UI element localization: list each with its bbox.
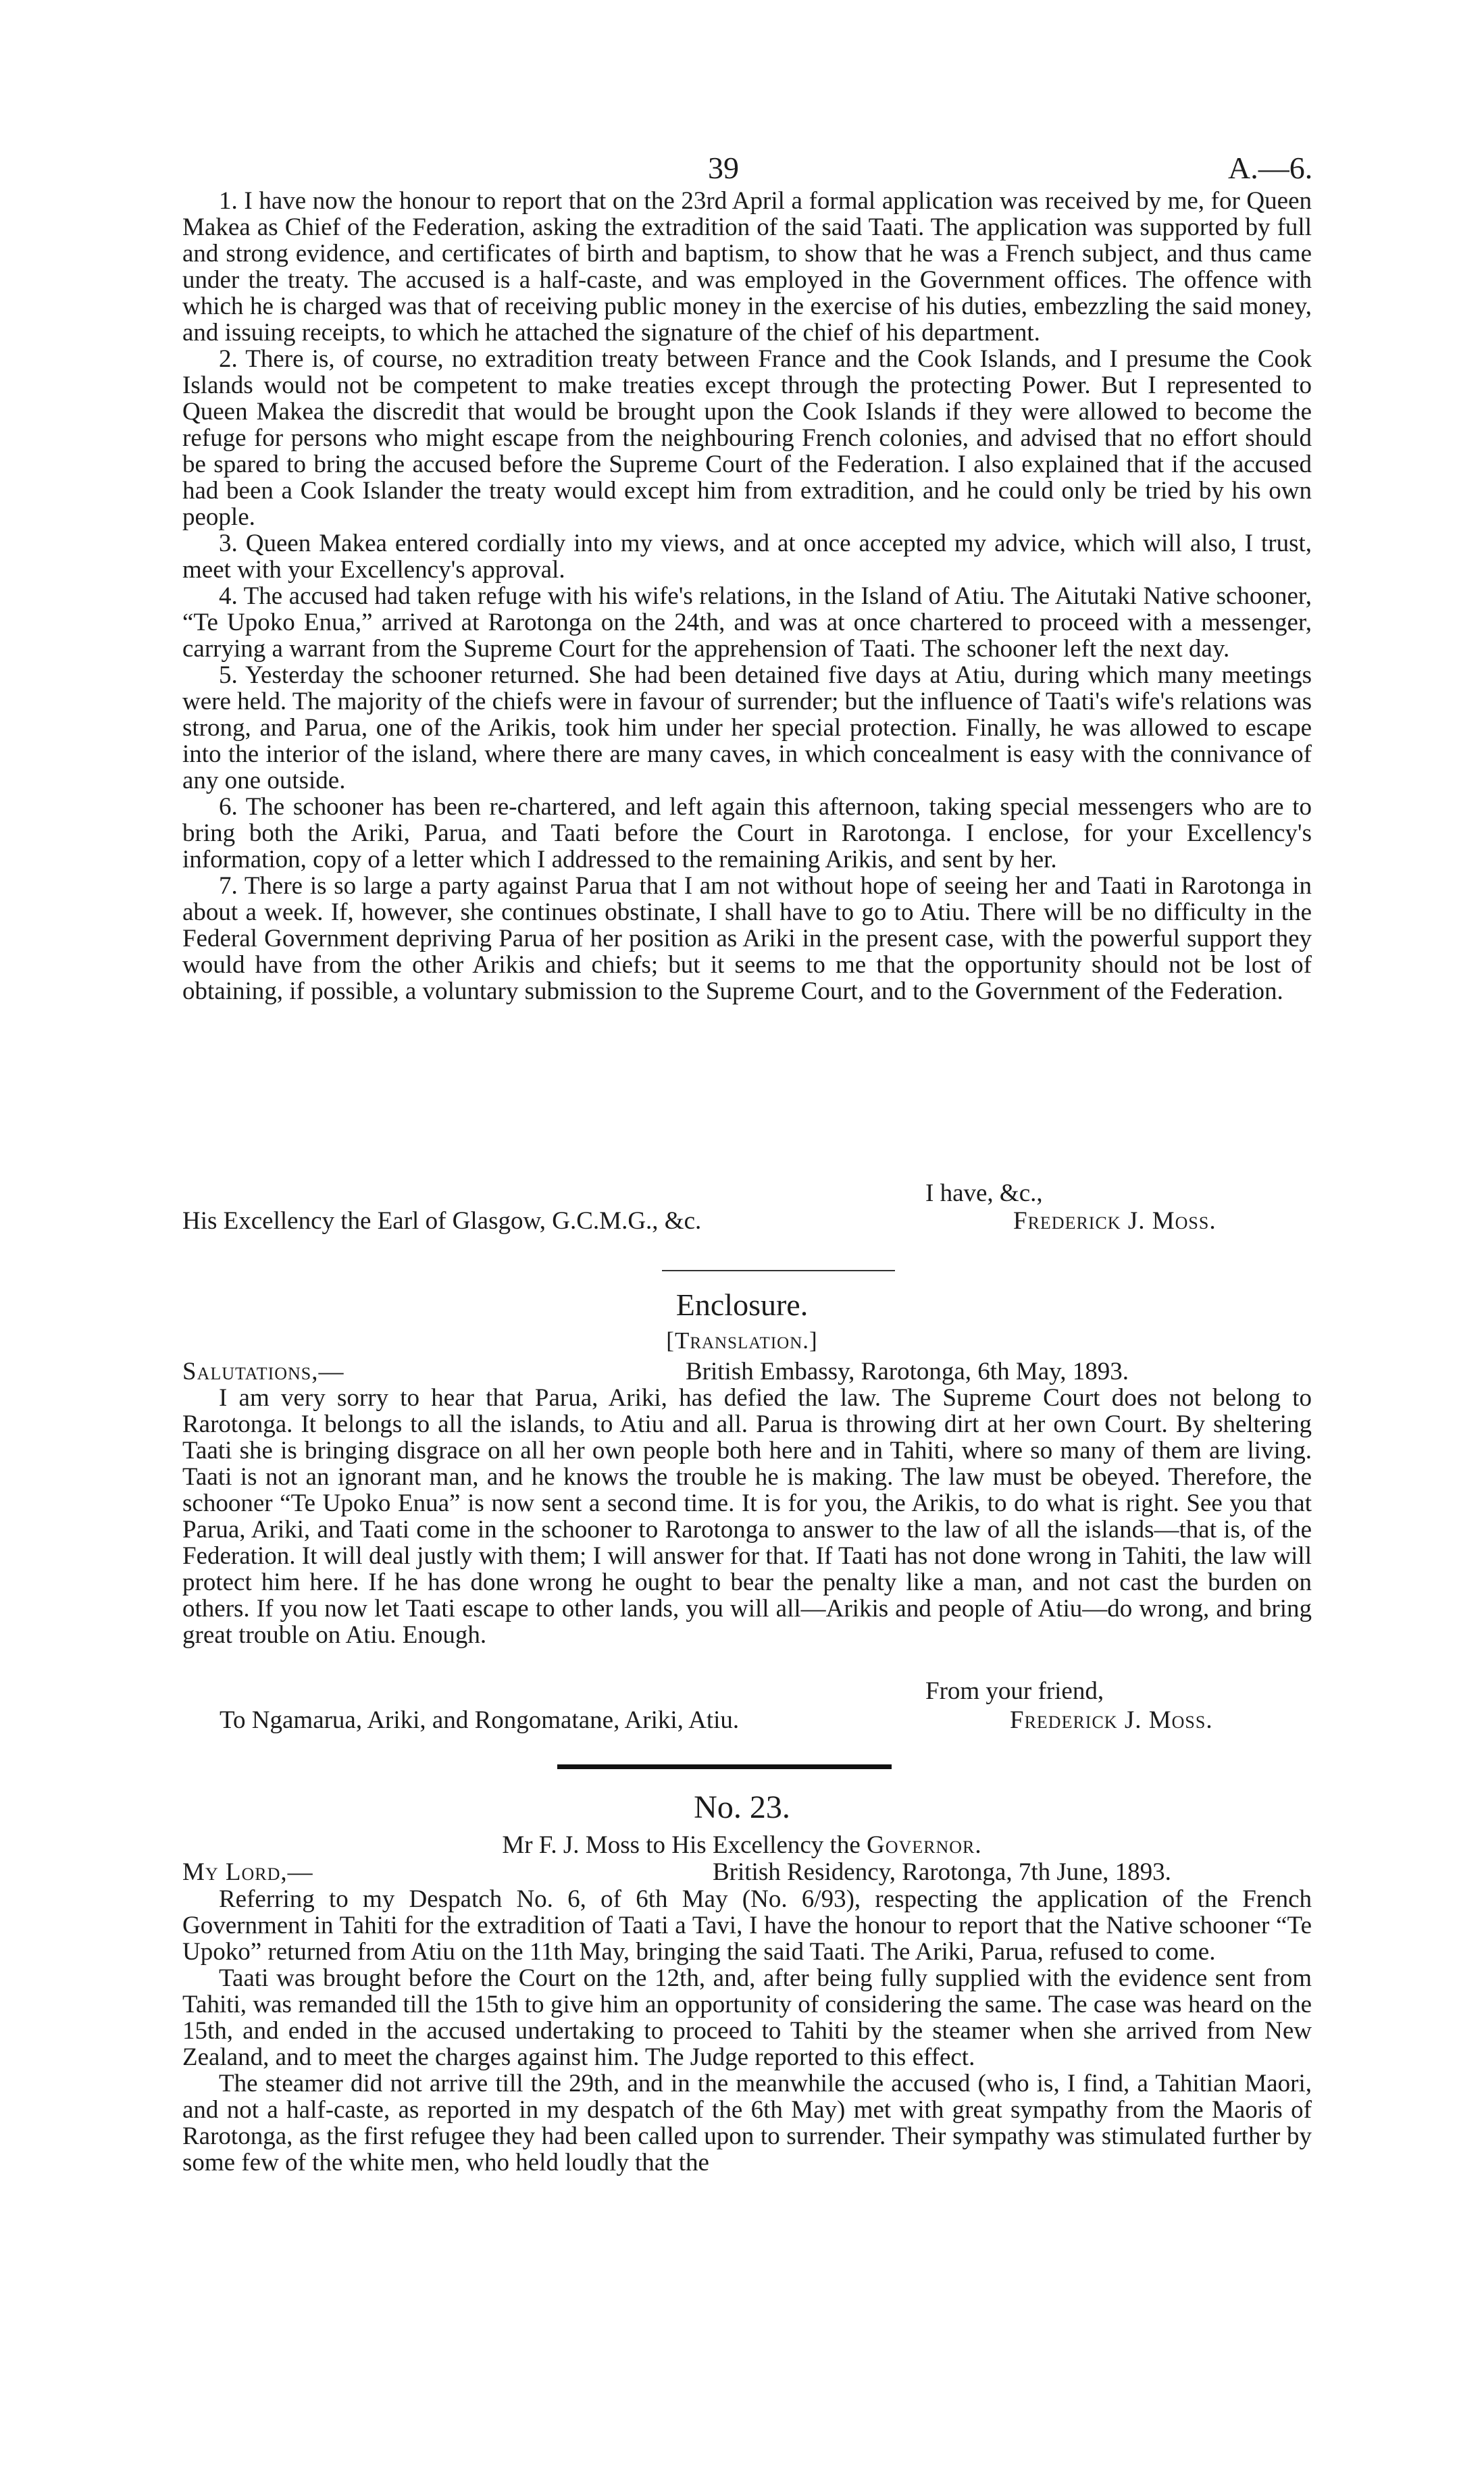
despatch-subtitle-recipient: Governor. [867,1831,982,1859]
enclosure-letter-text: I am very sorry to hear that Parua, Ariki, has defied the law. The Supreme Court does not belong to Rarotonga. It belongs to all the islands, to Atiu and all. Parua is throwing dirt at her own Court. By sheltering Taati she is bringing disgrace on all her own people both here and in Tahiti, where so many of them are living. Taati is not an ignorant man, and he knows the trouble he is making. The law must be obeyed. Therefore, the schooner “Te Upoko Enua” is now sent a second time. It is for you, the Arikis, to do what is right. See you that Parua, Ariki, and Taati come in the schooner to Rarotonga to answer to the law of all the islands—that is, of the Federation. It will deal justly with them; I will answer for that. If Taati has not done wrong in Tahiti, the law will protect him here. If he has done wrong he ought to bear the penalty like a man, and not cast the burden on others. If you now let Taati escape to other lands, you will all—Arikis and people of Atiu—do wrong, and bring great trouble on Atiu. Enough. [182,1384,1312,1649]
despatch-subtitle-text: Mr F. J. Moss to His Excellency the [502,1831,867,1859]
despatch-signature: Frederick J. Moss. [1013,1207,1217,1235]
enclosure-signature: Frederick J. Moss. [1010,1706,1213,1734]
no23-paragraph-1: Referring to my Despatch No. 6, of 6th May (No. 6/93), respecting the application of the French Government in Tahiti for the extradition of Taati a Tavi, I have the honour to report that the Native schooner “Te Upoko” returned from Atiu on the 11th May, bringing the said Taati. The Ariki, Parua, refused to come. [182,1885,1312,1966]
despatch-number: No. 23. [694,1789,790,1825]
paragraph-4: 4. The accused had taken refuge with his wife's relations, in the Island of Atiu. The Aitutaki Native schooner, “Te Upoko Enua,” arrived at Rarotonga on the 24th, and was at once chartered to proceed with a messenger, carrying a warrant from the Supreme Court for the apprehension of Taati. The schooner left the next day. [182,582,1312,663]
page-number: 39 [708,151,739,185]
no23-paragraph-2: Taati was brought before the Court on the 12th, and, after being fully supplied with the evidence sent from Tahiti, was remanded till the 15th to give him an opportunity of considering the same. The case was heard on the 15th, and ended in the accused undertaking to proceed to Tahiti by the steamer when she arrived from New Zealand, and to meet the charges against him. The Judge reported to this effect. [182,1964,1312,2071]
section-divider [662,1270,895,1271]
paragraph-7: 7. There is so large a party against Parua that I am not without hope of seeing her and Taati in Rarotonga in about a week. If, however, she continues obstinate, I shall have to go to Atiu. There will be no difficulty in the Federal Government depriving Parua of her position as Ariki in the present case, with the powerful support they would have from the other Arikis and chiefs; but it seems to me that the opportunity should not be lost of obtaining, if possible, a voluntary submission to the Supreme Court, and to the Government of the Federation. [182,872,1312,1005]
section-divider-thick [557,1764,892,1769]
despatch-addressee: His Excellency the Earl of Glasgow, G.C.M.G., &c. [182,1207,702,1235]
document-reference: A.—6. [1228,151,1313,185]
no23-place-date: British Residency, Rarotonga, 7th June, 1893. [713,1858,1171,1886]
enclosure-subtitle: [Translation.] [666,1327,818,1354]
enclosure-title: Enclosure. [675,1288,809,1322]
despatch-body [182,188,1312,1004]
paragraph-1: 1. I have now the honour to report that on the 23rd April a formal application was received by me, for Queen Makea as Chief of the Federation, asking the extradition of the said Taati. The application was supported by full and strong evidence, and certificates of birth and baptism, to show that he was a French subject, and thus came under the treaty. The accused is a half-caste, and was employed in the Government offices. The offence with which he is charged was that of receiving public money in the exercise of his duties, embezzling the said money, and issuing receipts, to which he attached the signature of the chief of his department. [182,187,1312,347]
paragraph-6: 6. The schooner has been re-chartered, and left again this afternoon, taking special messengers who are to bring both the Ariki, Parua, and Taati before the Court in Rarotonga. I enclose, for your Excellency's information, copy of a letter which I addressed to the remaining Arikis, and sent by her. [182,793,1312,873]
enclosure-addressee: To Ngamarua, Ariki, and Rongomatane, Ariki, Atiu. [220,1706,740,1734]
paragraph-3: 3. Queen Makea entered cordially into my views, and at once accepted my advice, which will also, I trust, meet with your Excellency's approval. [182,530,1312,584]
enclosure-salutation: Salutations,— [182,1358,344,1385]
no23-body [182,1886,1312,2176]
paragraph-2: 2. There is, of course, no extradition treaty between France and the Cook Islands, and I presume the Cook Islands would not be competent to make treaties except through the protecting Power. But I represented to Queen Makea the discredit that would be brought upon the Cook Islands if they were allowed to become the refuge for persons who might escape from the neighbouring French colonies, and advised that no effort should be spared to bring the accused before the Supreme Court of the Federation. I also explained that if the accused had been a Cook Islander the treaty would except him from extradition, and he could only be tried by his own people. [182,345,1312,531]
enclosure-body [182,1385,1312,1648]
enclosure-closing: From your friend, [925,1677,1104,1705]
despatch-subtitle [0,1831,1484,1860]
no23-paragraph-3: The steamer did not arrive till the 29th, and in the meanwhile the accused (who is, I find, a Tahitian Maori, and not a half-caste, as reported in my despatch of the 6th May) met with great sympathy from the Maoris of Rarotonga, as the first refugee they had been called upon to surrender. Their sympathy was stimulated further by some few of the white men, who held loudly that the [182,2070,1312,2176]
paragraph-5: 5. Yesterday the schooner returned. She had been detained five days at Atiu, during which many meetings were held. The majority of the chiefs were in favour of surrender; but the influence of Taati's wife's relations was strong, and Parua, one of the Arikis, took him under her special protection. Finally, he was allowed to escape into the interior of the island, where there are many caves, in which concealment is easy with the connivance of any one outside. [182,661,1312,794]
no23-salutation: My Lord,— [182,1858,313,1886]
despatch-closing: I have, &c., [925,1179,1043,1207]
enclosure-place-date: British Embassy, Rarotonga, 6th May, 1893. [686,1358,1129,1385]
